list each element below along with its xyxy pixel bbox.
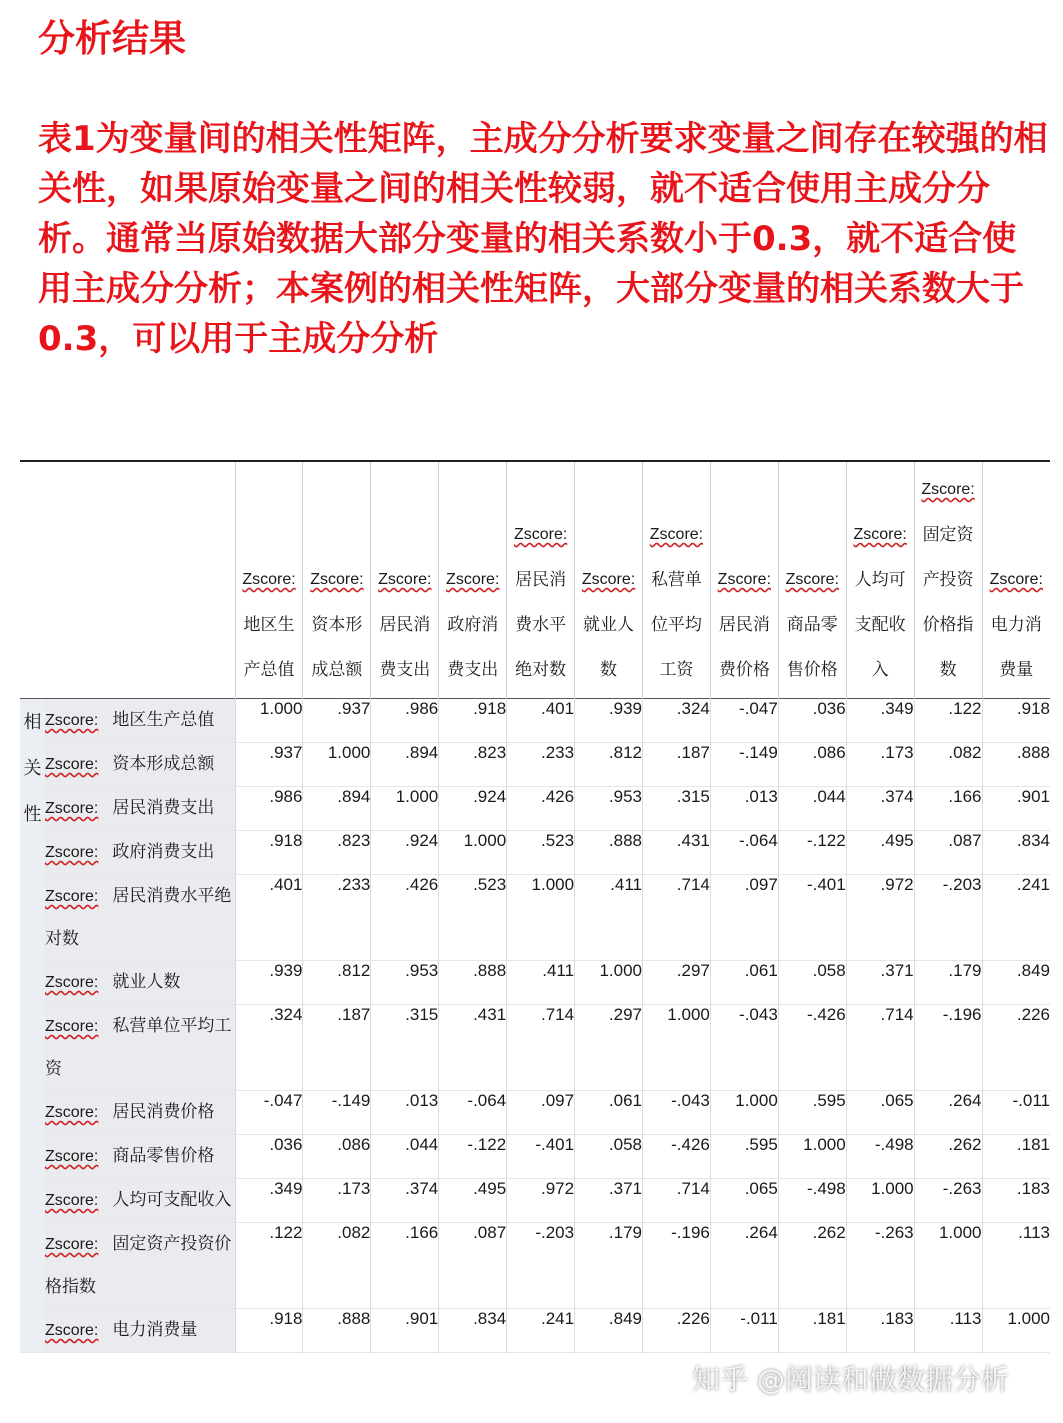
correlation-cell: 1.000	[982, 1309, 1050, 1353]
correlation-cell: .082	[914, 743, 982, 787]
table-row	[20, 1135, 1050, 1179]
row-label-text: 私营单位平均工资	[45, 1016, 232, 1078]
correlation-cell: .187	[642, 743, 710, 787]
correlation-cell: .431	[642, 831, 710, 875]
row-label	[45, 1179, 235, 1223]
correlation-cell: .086	[303, 1135, 371, 1179]
correlation-cell: .187	[303, 1005, 371, 1091]
column-header-label: 地区生产总值	[243, 615, 295, 679]
correlation-cell: .226	[642, 1309, 710, 1353]
zscore-prefix: Zscore:	[242, 571, 296, 588]
correlation-cell: .113	[914, 1309, 982, 1353]
zscore-prefix: Zscore:	[45, 1104, 99, 1121]
table-row	[20, 1005, 1050, 1091]
correlation-cell: .986	[371, 699, 439, 743]
correlation-cell: .939	[235, 961, 303, 1005]
correlation-cell: .262	[778, 1223, 846, 1309]
correlation-cell: -.047	[235, 1091, 303, 1135]
column-header	[507, 461, 575, 699]
row-label-text: 居民消费价格	[112, 1102, 215, 1121]
watermark: 知乎 @阅读和做数据分析	[692, 1363, 1009, 1396]
correlation-cell: .097	[710, 875, 778, 961]
correlation-cell: .087	[914, 831, 982, 875]
correlation-cell: .849	[982, 961, 1050, 1005]
correlation-cell: .179	[575, 1223, 643, 1309]
correlation-cell: -.426	[778, 1005, 846, 1091]
row-label	[45, 1005, 235, 1091]
correlation-cell: .937	[303, 699, 371, 743]
correlation-cell: .939	[575, 699, 643, 743]
row-label	[45, 961, 235, 1005]
column-header	[439, 461, 507, 699]
row-label-text: 电力消费量	[112, 1320, 198, 1339]
correlation-matrix-table	[20, 460, 1050, 1353]
correlation-cell: -.011	[710, 1309, 778, 1353]
correlation-cell: .986	[235, 787, 303, 831]
correlation-cell: -.011	[982, 1091, 1050, 1135]
correlation-cell: .972	[507, 1179, 575, 1223]
correlation-cell: -.149	[303, 1091, 371, 1135]
correlation-cell: .058	[778, 961, 846, 1005]
correlation-cell: .181	[778, 1309, 846, 1353]
correlation-cell: .812	[575, 743, 643, 787]
correlation-cell: .411	[575, 875, 643, 961]
correlation-cell: -.064	[439, 1091, 507, 1135]
correlation-cell: 1.000	[303, 743, 371, 787]
correlation-cell: 1.000	[642, 1005, 710, 1091]
correlation-cell: .411	[507, 961, 575, 1005]
column-header	[235, 461, 303, 699]
correlation-cell: -.263	[914, 1179, 982, 1223]
correlation-cell: .523	[507, 831, 575, 875]
zscore-prefix: Zscore:	[513, 526, 568, 543]
column-header-label: 私营单位平均工资	[650, 570, 702, 679]
column-header-label: 资本形成总额	[311, 615, 363, 679]
correlation-cell: 1.000	[778, 1135, 846, 1179]
column-header-label: 固定资产投资价格指数	[922, 525, 974, 679]
table-row	[20, 961, 1050, 1005]
row-label-text: 就业人数	[112, 972, 181, 991]
zscore-prefix: Zscore:	[446, 571, 500, 588]
correlation-cell: .918	[982, 699, 1050, 743]
zscore-prefix: Zscore:	[45, 888, 99, 905]
correlation-cell: .179	[914, 961, 982, 1005]
column-header	[982, 461, 1050, 699]
intro-paragraph: 表1为变量间的相关性矩阵，主成分分析要求变量之间存在较强的相关性，如果原始变量之间的相关性较弱，就不适合使用主成分分析。通常当原始数据大部分变量的相关系数小于0.3，就不适合使用主成分分析；本案例的相关性矩阵，大部分变量的相关系数大于0.3，可以用于主成分分析	[38, 119, 1048, 359]
zscore-prefix: Zscore:	[378, 571, 432, 588]
correlation-cell: -.196	[642, 1223, 710, 1309]
table-row	[20, 1091, 1050, 1135]
correlation-cell: .349	[846, 699, 914, 743]
correlation-cell: -.498	[846, 1135, 914, 1179]
row-label-text: 商品零售价格	[112, 1146, 215, 1165]
correlation-cell: .937	[235, 743, 303, 787]
correlation-cell: .888	[982, 743, 1050, 787]
correlation-cell: .595	[778, 1091, 846, 1135]
correlation-cell: 1.000	[507, 875, 575, 961]
correlation-cell: .714	[642, 875, 710, 961]
correlation-cell: .371	[575, 1179, 643, 1223]
correlation-cell: .849	[575, 1309, 643, 1353]
correlation-cell: .834	[439, 1309, 507, 1353]
matrix-body	[20, 699, 1050, 1353]
correlation-cell: .918	[235, 831, 303, 875]
zscore-prefix: Zscore:	[45, 974, 99, 991]
zscore-prefix: Zscore:	[785, 571, 839, 588]
correlation-cell: .233	[507, 743, 575, 787]
column-header	[303, 461, 371, 699]
correlation-cell: .324	[642, 699, 710, 743]
correlation-cell: .426	[371, 875, 439, 961]
row-label	[45, 1223, 235, 1309]
correlation-cell: .226	[982, 1005, 1050, 1091]
correlation-cell: -.203	[507, 1223, 575, 1309]
correlation-cell: .888	[575, 831, 643, 875]
correlation-cell: .036	[778, 699, 846, 743]
column-header-label: 居民消费支出	[379, 615, 431, 679]
zscore-prefix: Zscore:	[45, 844, 99, 861]
column-header	[778, 461, 846, 699]
correlation-cell: .058	[575, 1135, 643, 1179]
correlation-cell: .714	[507, 1005, 575, 1091]
column-header-label: 就业人数	[583, 615, 635, 679]
correlation-cell: .523	[439, 875, 507, 961]
correlation-cell: -.203	[914, 875, 982, 961]
correlation-cell: .918	[439, 699, 507, 743]
correlation-cell: .036	[235, 1135, 303, 1179]
correlation-cell: .495	[439, 1179, 507, 1223]
correlation-cell: .894	[303, 787, 371, 831]
correlation-cell: .888	[303, 1309, 371, 1353]
correlation-cell: 1.000	[235, 699, 303, 743]
correlation-cell: .166	[914, 787, 982, 831]
zscore-prefix: Zscore:	[989, 571, 1043, 588]
correlation-cell: .315	[642, 787, 710, 831]
table-row	[20, 1179, 1050, 1223]
correlation-cell: -.196	[914, 1005, 982, 1091]
correlation-cell: .113	[982, 1223, 1050, 1309]
column-header-label: 居民消费水平绝对数	[515, 570, 567, 679]
correlation-cell: -.401	[507, 1135, 575, 1179]
row-label	[45, 699, 235, 743]
correlation-cell: .166	[371, 1223, 439, 1309]
correlation-cell: .013	[371, 1091, 439, 1135]
correlation-cell: .371	[846, 961, 914, 1005]
correlation-cell: .065	[846, 1091, 914, 1135]
correlation-cell: -.064	[710, 831, 778, 875]
zscore-prefix: Zscore:	[45, 1236, 99, 1253]
column-header	[642, 461, 710, 699]
correlation-cell: .173	[303, 1179, 371, 1223]
correlation-cell: .264	[914, 1091, 982, 1135]
correlation-cell: .714	[846, 1005, 914, 1091]
column-header	[710, 461, 778, 699]
zscore-prefix: Zscore:	[45, 1148, 99, 1165]
zscore-prefix: Zscore:	[45, 1322, 99, 1339]
correlation-cell: .823	[439, 743, 507, 787]
column-header-label: 人均可支配收入	[854, 570, 906, 679]
row-label-text: 地区生产总值	[112, 710, 215, 729]
correlation-cell: -.149	[710, 743, 778, 787]
zscore-prefix: Zscore:	[853, 526, 907, 543]
row-label-text: 固定资产投资价格指数	[45, 1234, 232, 1296]
correlation-cell: -.122	[439, 1135, 507, 1179]
correlation-cell: .183	[846, 1309, 914, 1353]
column-header	[371, 461, 439, 699]
row-label-text: 资本形成总额	[112, 754, 215, 773]
correlation-cell: 1.000	[439, 831, 507, 875]
row-label	[45, 1309, 235, 1353]
zscore-prefix: Zscore:	[45, 756, 99, 773]
column-header	[575, 461, 643, 699]
correlation-cell: .972	[846, 875, 914, 961]
column-header	[914, 461, 982, 699]
correlation-cell: .714	[642, 1179, 710, 1223]
correlation-cell: .901	[982, 787, 1050, 831]
correlation-cell: .122	[914, 699, 982, 743]
correlation-cell: .241	[507, 1309, 575, 1353]
correlation-cell: .065	[710, 1179, 778, 1223]
correlation-cell: .901	[371, 1309, 439, 1353]
row-label-text: 居民消费水平绝对数	[45, 886, 232, 948]
correlation-cell: .401	[235, 875, 303, 961]
correlation-cell: .401	[507, 699, 575, 743]
correlation-cell: .894	[371, 743, 439, 787]
zscore-prefix: Zscore:	[45, 800, 99, 817]
zscore-prefix: Zscore:	[581, 571, 636, 588]
correlation-cell: .349	[235, 1179, 303, 1223]
header-corner-label	[45, 461, 235, 699]
table-row	[20, 1309, 1050, 1353]
zscore-prefix: Zscore:	[310, 571, 364, 588]
row-label-text: 政府消费支出	[112, 842, 215, 861]
correlation-cell: .297	[642, 961, 710, 1005]
correlation-cell: -.043	[642, 1091, 710, 1135]
correlation-cell: 1.000	[914, 1223, 982, 1309]
column-header	[846, 461, 914, 699]
correlation-cell: .823	[303, 831, 371, 875]
correlation-cell: 1.000	[371, 787, 439, 831]
column-header-label: 商品零售价格	[786, 615, 838, 679]
correlation-cell: .086	[778, 743, 846, 787]
row-label	[45, 875, 235, 961]
header-row	[20, 461, 1050, 699]
correlation-cell: 1.000	[710, 1091, 778, 1135]
correlation-cell: .595	[710, 1135, 778, 1179]
header-corner-group	[20, 461, 45, 699]
correlation-cell: 1.000	[846, 1179, 914, 1223]
correlation-cell: .924	[439, 787, 507, 831]
correlation-cell: .044	[778, 787, 846, 831]
correlation-cell: .262	[914, 1135, 982, 1179]
correlation-cell: .315	[371, 1005, 439, 1091]
column-header-label: 居民消费价格	[718, 615, 770, 679]
table-row	[20, 831, 1050, 875]
correlation-cell: .122	[235, 1223, 303, 1309]
zscore-prefix: Zscore:	[921, 481, 975, 498]
column-header-label: 政府消费支出	[447, 615, 499, 679]
correlation-cell: .918	[235, 1309, 303, 1353]
correlation-cell: -.047	[710, 699, 778, 743]
correlation-cell: -.043	[710, 1005, 778, 1091]
zscore-prefix: Zscore:	[45, 712, 99, 729]
zscore-prefix: Zscore:	[45, 1192, 99, 1209]
correlation-cell: .495	[846, 831, 914, 875]
correlation-cell: .044	[371, 1135, 439, 1179]
correlation-cell: .888	[439, 961, 507, 1005]
row-label	[45, 1135, 235, 1179]
correlation-cell: .812	[303, 961, 371, 1005]
row-label-text: 人均可支配收入	[112, 1190, 232, 1209]
correlation-cell: .097	[507, 1091, 575, 1135]
zscore-prefix: Zscore:	[45, 1018, 99, 1035]
row-label-text: 居民消费支出	[112, 798, 215, 817]
column-header-label: 电力消费量	[990, 615, 1042, 679]
correlation-cell: .426	[507, 787, 575, 831]
zscore-prefix: Zscore:	[649, 526, 704, 543]
correlation-cell: -.401	[778, 875, 846, 961]
correlation-cell: .834	[982, 831, 1050, 875]
table-row	[20, 787, 1050, 831]
correlation-cell: .953	[371, 961, 439, 1005]
table-row	[20, 875, 1050, 961]
correlation-cell: -.498	[778, 1179, 846, 1223]
correlation-cell: .297	[575, 1005, 643, 1091]
correlation-cell: .264	[710, 1223, 778, 1309]
correlation-cell: .953	[575, 787, 643, 831]
correlation-cell: .173	[846, 743, 914, 787]
correlation-cell: .924	[371, 831, 439, 875]
correlation-cell: .374	[371, 1179, 439, 1223]
correlation-cell: 1.000	[575, 961, 643, 1005]
correlation-cell: -.122	[778, 831, 846, 875]
correlation-cell: .013	[710, 787, 778, 831]
table-row	[20, 1223, 1050, 1309]
correlation-cell: .241	[982, 875, 1050, 961]
row-label	[45, 743, 235, 787]
correlation-cell: .374	[846, 787, 914, 831]
correlation-cell: .061	[575, 1091, 643, 1135]
table-row	[20, 699, 1050, 743]
table-row	[20, 743, 1050, 787]
row-label	[45, 831, 235, 875]
row-label	[45, 1091, 235, 1135]
correlation-cell: .233	[303, 875, 371, 961]
correlation-cell: .082	[303, 1223, 371, 1309]
correlation-cell: -.263	[846, 1223, 914, 1309]
correlation-cell: .061	[710, 961, 778, 1005]
correlation-cell: .431	[439, 1005, 507, 1091]
correlation-cell: .087	[439, 1223, 507, 1309]
correlation-cell: .183	[982, 1179, 1050, 1223]
page-heading: 分析结果	[38, 17, 186, 60]
correlation-cell: .324	[235, 1005, 303, 1091]
row-label	[45, 787, 235, 831]
correlation-cell: -.426	[642, 1135, 710, 1179]
correlation-cell: .181	[982, 1135, 1050, 1179]
group-label: 相关性	[20, 699, 45, 1353]
zscore-prefix: Zscore:	[717, 571, 772, 588]
